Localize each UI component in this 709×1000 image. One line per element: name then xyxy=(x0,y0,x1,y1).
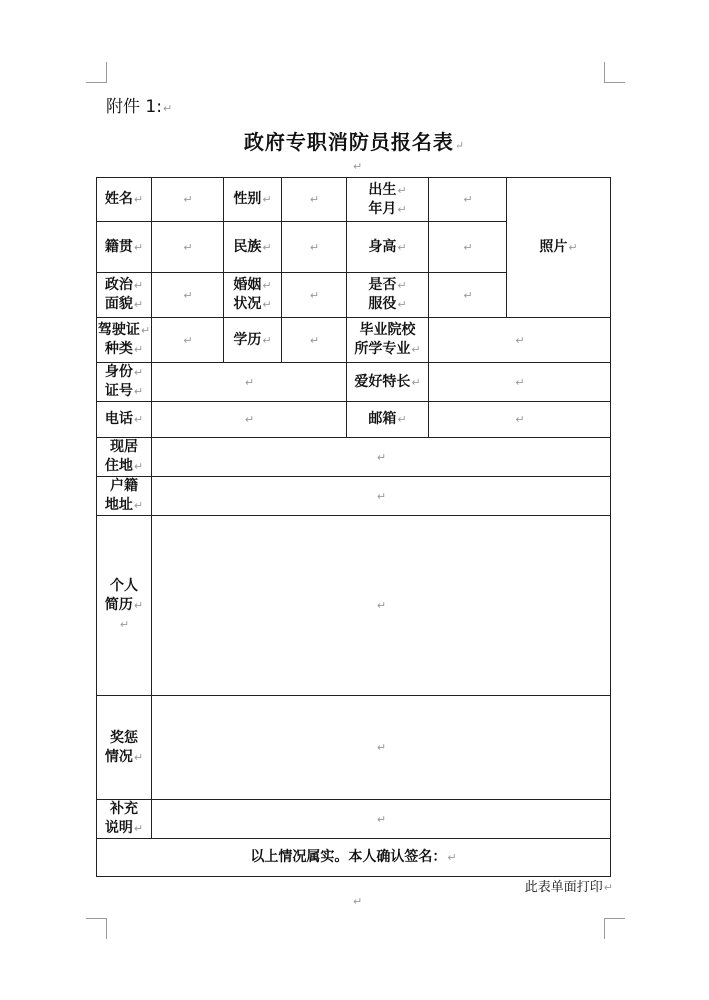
license-type-field[interactable]: ↵ xyxy=(152,318,224,363)
gender-field[interactable]: ↵ xyxy=(282,178,347,222)
margin-corner-bottom-left xyxy=(86,918,107,939)
native-place-label: 籍贯↵ xyxy=(97,222,152,273)
education-label: 学历↵ xyxy=(224,318,282,363)
declaration-text: 以上情况属实。本人确认签名： xyxy=(250,849,447,865)
print-note: 此表单面打印↵ xyxy=(524,880,613,895)
political-status-label: 政治↵ 面貌↵ xyxy=(97,273,152,318)
resume-field[interactable]: ↵ xyxy=(152,516,611,696)
ethnicity-label: 民族↵ xyxy=(224,222,282,273)
hobbies-label: 爱好特长↵ xyxy=(347,363,429,402)
gender-label: 性别↵ xyxy=(224,178,282,222)
margin-corner-top-left xyxy=(86,62,107,83)
id-number-label: 身份↵ 证号↵ xyxy=(97,363,152,402)
education-field[interactable]: ↵ xyxy=(282,318,347,363)
email-label: 邮箱↵ xyxy=(347,402,429,438)
ethnicity-field[interactable]: ↵ xyxy=(282,222,347,273)
military-service-label: 是否↵ 服役↵ xyxy=(347,273,429,318)
school-major-field[interactable]: ↵ xyxy=(429,318,611,363)
margin-corner-top-right xyxy=(604,62,625,83)
marital-status-label: 婚姻↵ 状况↵ xyxy=(224,273,282,318)
residence-label: 现居 住地↵ xyxy=(97,438,152,477)
hobbies-field[interactable]: ↵ xyxy=(429,363,611,402)
hukou-address-field[interactable]: ↵ xyxy=(152,477,611,516)
birth-date-field[interactable]: ↵ xyxy=(429,178,507,222)
declaration-signature-row[interactable]: 以上情况属实。本人确认签名：↵ xyxy=(97,839,611,877)
military-service-field[interactable]: ↵ xyxy=(429,273,507,318)
license-type-label: 驾驶证↵ 种类↵ xyxy=(97,318,152,363)
name-field[interactable]: ↵ xyxy=(152,178,224,222)
height-label: 身高↵ xyxy=(347,222,429,273)
political-status-field[interactable]: ↵ xyxy=(152,273,224,318)
paragraph-mark: ↵ xyxy=(353,160,363,173)
hukou-address-label: 户籍 地址↵ xyxy=(97,477,152,516)
school-major-label: 毕业院校 所学专业↵ xyxy=(347,318,429,363)
registration-form-table xyxy=(96,177,611,877)
rewards-field[interactable]: ↵ xyxy=(152,696,611,800)
name-label: 姓名↵ xyxy=(97,178,152,222)
photo-box[interactable]: 照片↵ xyxy=(507,178,611,318)
id-number-field[interactable]: ↵ xyxy=(152,363,347,402)
residence-field[interactable]: ↵ xyxy=(152,438,611,477)
email-field[interactable]: ↵ xyxy=(429,402,611,438)
phone-label: 电话↵ xyxy=(97,402,152,438)
resume-label: 个人 简历↵ ↵ xyxy=(97,516,152,696)
marital-status-field[interactable]: ↵ xyxy=(282,273,347,318)
rewards-label: 奖惩 情况↵ xyxy=(97,696,152,800)
native-place-field[interactable]: ↵ xyxy=(152,222,224,273)
height-field[interactable]: ↵ xyxy=(429,222,507,273)
supplement-label: 补充 说明↵ xyxy=(97,800,152,839)
attachment-label: 附件 1:↵ xyxy=(106,97,173,117)
birth-date-label: 出生↵ 年月↵ xyxy=(347,178,429,222)
paragraph-mark-end: ↵ xyxy=(353,895,363,908)
phone-field[interactable]: ↵ xyxy=(152,402,347,438)
margin-corner-bottom-right xyxy=(604,918,625,939)
supplement-field[interactable]: ↵ xyxy=(152,800,611,839)
page-title: 政府专职消防员报名表↵ xyxy=(243,130,466,154)
